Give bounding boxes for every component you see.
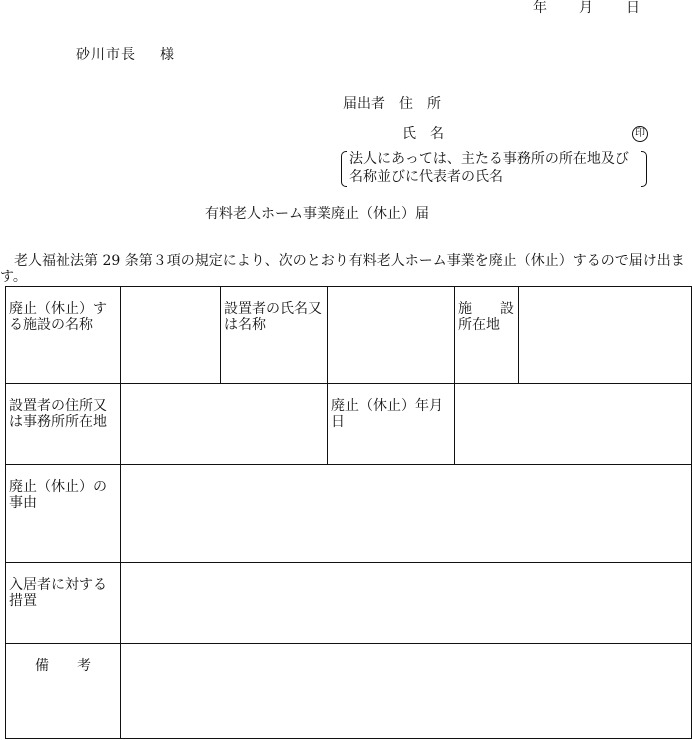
founder-address-label: 設置者の住所又は事務所所在地 [6, 384, 121, 465]
notifier-address-label: 届出者 住 所 [343, 96, 441, 112]
founder-name-field[interactable] [328, 287, 455, 384]
notifier-name-label: 氏 名 [402, 126, 444, 142]
corporate-note: 法人にあっては、主たる事務所の所在地及び名称並びに代表者の氏名 [341, 150, 647, 188]
addressee-name: 砂川市長 [76, 47, 136, 63]
form-row-facility [6, 287, 692, 384]
facility-location-field[interactable] [519, 287, 692, 384]
resident-measures-field[interactable] [121, 563, 692, 644]
facility-location-label: 施 設所在地 [455, 287, 519, 384]
facility-name-field[interactable] [121, 287, 221, 384]
remarks-label: 備 考 [6, 644, 121, 739]
body-text: 老人福祉法第 29 条第３項の規定により、次のとおり有料老人ホーム事業を廃止（休止）するので届け出ます。 [0, 253, 685, 285]
notification-form-table [5, 286, 692, 739]
founder-address-field[interactable] [121, 384, 328, 465]
form-row-remarks [6, 644, 692, 739]
closure-date-field[interactable] [455, 384, 692, 465]
date-month-label: 月 [579, 0, 593, 16]
date-day-label: 日 [626, 0, 640, 16]
facility-name-label: 廃止（休止）する施設の名称 [6, 287, 121, 384]
seal-mark: 印 [632, 126, 648, 142]
closure-date-label: 廃止（休止）年月日 [328, 384, 455, 465]
remarks-field[interactable] [121, 644, 692, 739]
addressee [76, 47, 175, 63]
addressee-honorific: 様 [160, 47, 175, 63]
form-row-reason [6, 465, 692, 563]
reason-field[interactable] [121, 465, 692, 563]
founder-name-label: 設置者の氏名又は名称 [221, 287, 328, 384]
form-row-address [6, 384, 692, 465]
date-year-label: 年 [533, 0, 547, 16]
document-title: 有料老人ホーム事業廃止（休止）届 [205, 206, 429, 222]
form-row-measures [6, 563, 692, 644]
reason-label: 廃止（休止）の事由 [6, 465, 121, 563]
resident-measures-label: 入居者に対する措置 [6, 563, 121, 644]
